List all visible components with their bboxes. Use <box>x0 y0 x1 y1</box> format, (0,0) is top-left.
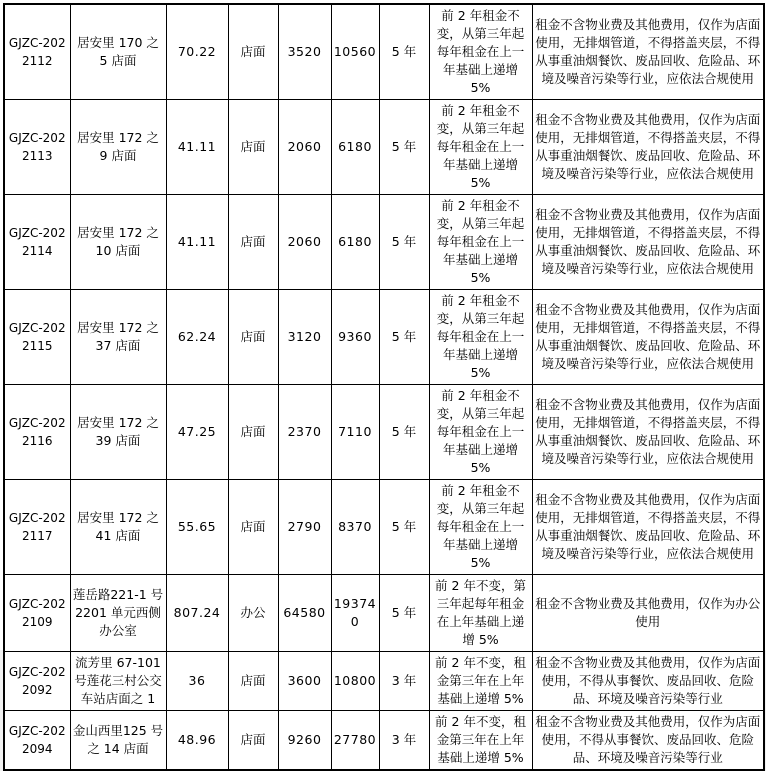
cell-area: 48.96 <box>166 711 228 771</box>
cell-usage-type: 店面 <box>228 290 278 385</box>
cell-monthly-rent: 2060 <box>278 195 331 290</box>
cell-quarterly-rent: 10560 <box>331 4 379 100</box>
cell-quarterly-rent: 6180 <box>331 100 379 195</box>
cell-usage-restrictions: 租金不含物业费及其他费用，仅作为办公使用 <box>532 575 764 652</box>
cell-rent-adjustment: 前 2 年租金不变，从第三年起每年租金在上一年基础上递增 5% <box>429 195 532 290</box>
cell-area: 41.11 <box>166 195 228 290</box>
table-row <box>4 711 764 771</box>
table-row <box>4 652 764 711</box>
cell-usage-type: 店面 <box>228 480 278 575</box>
notice-id-line1: GJZC-202 <box>8 131 66 145</box>
notice-id-line2: 2117 <box>21 529 53 543</box>
cell-area: 807.24 <box>166 575 228 652</box>
cell-quarterly-rent: 27780 <box>331 711 379 771</box>
cell-monthly-rent: 2370 <box>278 385 331 480</box>
cell-property-name: 居安里 172 之 41 店面 <box>70 480 166 575</box>
notice-id-line1: GJZC-202 <box>8 321 66 335</box>
cell-notice-id <box>4 652 70 711</box>
table-row <box>4 100 764 195</box>
cell-notice-id <box>4 4 70 100</box>
cell-monthly-rent: 3600 <box>278 652 331 711</box>
table-row <box>4 480 764 575</box>
cell-notice-id <box>4 385 70 480</box>
cell-usage-type: 店面 <box>228 385 278 480</box>
cell-property-name: 居安里 172 之 39 店面 <box>70 385 166 480</box>
cell-quarterly-rent: 8370 <box>331 480 379 575</box>
notice-id-line2: 2112 <box>21 54 53 68</box>
cell-quarterly-rent: 193740 <box>331 575 379 652</box>
cell-lease-term: 5 年 <box>379 385 429 480</box>
cell-lease-term: 3 年 <box>379 652 429 711</box>
notice-id-line2: 2092 <box>21 683 53 697</box>
cell-lease-term: 5 年 <box>379 290 429 385</box>
cell-notice-id <box>4 575 70 652</box>
cell-monthly-rent: 64580 <box>278 575 331 652</box>
notice-id-line2: 2114 <box>21 244 53 258</box>
cell-area: 55.65 <box>166 480 228 575</box>
cell-notice-id <box>4 100 70 195</box>
cell-monthly-rent: 2790 <box>278 480 331 575</box>
table-row <box>4 4 764 100</box>
cell-lease-term: 5 年 <box>379 480 429 575</box>
cell-usage-type: 店面 <box>228 195 278 290</box>
cell-area: 36 <box>166 652 228 711</box>
cell-monthly-rent: 3120 <box>278 290 331 385</box>
notice-id-line2: 2113 <box>21 149 53 163</box>
cell-usage-type: 店面 <box>228 4 278 100</box>
cell-property-name: 居安里 172 之 10 店面 <box>70 195 166 290</box>
notice-id-line1: GJZC-202 <box>8 511 66 525</box>
cell-usage-type: 店面 <box>228 711 278 771</box>
cell-notice-id <box>4 195 70 290</box>
notice-id-line2: 2109 <box>21 615 53 629</box>
cell-area: 41.11 <box>166 100 228 195</box>
cell-quarterly-rent: 6180 <box>331 195 379 290</box>
cell-usage-restrictions: 租金不含物业费及其他费用，仅作为店面使用，无排烟管道，不得搭盖夹层，不得从事重油烟餐饮、废品回收、危险品、环境及噪音污染等行业，应依法合规使用 <box>532 385 764 480</box>
cell-area: 70.22 <box>166 4 228 100</box>
cell-lease-term: 5 年 <box>379 195 429 290</box>
rental-listings-table <box>3 3 765 771</box>
cell-monthly-rent: 2060 <box>278 100 331 195</box>
cell-area: 47.25 <box>166 385 228 480</box>
cell-rent-adjustment: 前 2 年租金不变，从第三年起每年租金在上一年基础上递增 5% <box>429 290 532 385</box>
notice-id-line1: GJZC-202 <box>8 597 66 611</box>
cell-area: 62.24 <box>166 290 228 385</box>
notice-id-line1: GJZC-202 <box>8 36 66 50</box>
cell-notice-id <box>4 290 70 385</box>
cell-quarterly-rent: 9360 <box>331 290 379 385</box>
cell-monthly-rent: 3520 <box>278 4 331 100</box>
cell-notice-id <box>4 480 70 575</box>
notice-id-line1: GJZC-202 <box>8 724 66 738</box>
cell-property-name: 莲岳路221-1 号 2201 单元西侧 办公室 <box>70 575 166 652</box>
cell-rent-adjustment: 前 2 年不变，租金第三年在上年基础上递增 5% <box>429 652 532 711</box>
notice-id-line2: 2116 <box>21 434 53 448</box>
cell-rent-adjustment: 前 2 年不变，租金第三年在上年基础上递增 5% <box>429 711 532 771</box>
cell-usage-restrictions: 租金不含物业费及其他费用，仅作为店面使用，无排烟管道，不得搭盖夹层，不得从事重油烟餐饮、废品回收、危险品、环境及噪音污染等行业，应依法合规使用 <box>532 480 764 575</box>
cell-rent-adjustment: 前 2 年租金不变，从第三年起每年租金在上一年基础上递增 5% <box>429 480 532 575</box>
cell-quarterly-rent: 7110 <box>331 385 379 480</box>
cell-usage-restrictions: 租金不含物业费及其他费用，仅作为店面使用，不得从事餐饮、废品回收、危险品、环境及噪音污染等行业 <box>532 652 764 711</box>
cell-rent-adjustment: 前 2 年租金不变，从第三年起每年租金在上一年基础上递增 5% <box>429 100 532 195</box>
cell-property-name: 流芳里 67-101 号莲花三村公交车站店面之 1 <box>70 652 166 711</box>
cell-lease-term: 5 年 <box>379 4 429 100</box>
cell-usage-type: 店面 <box>228 100 278 195</box>
cell-rent-adjustment: 前 2 年不变，第三年起每年租金在上年基础上递增 5% <box>429 575 532 652</box>
notice-id-line2: 2094 <box>21 742 53 756</box>
cell-monthly-rent: 9260 <box>278 711 331 771</box>
cell-usage-restrictions: 租金不含物业费及其他费用，仅作为店面使用，无排烟管道，不得搭盖夹层，不得从事重油烟餐饮、废品回收、危险品、环境及噪音污染等行业，应依法合规使用 <box>532 4 764 100</box>
cell-usage-restrictions: 租金不含物业费及其他费用，仅作为店面使用，无排烟管道，不得搭盖夹层，不得从事重油烟餐饮、废品回收、危险品、环境及噪音污染等行业，应依法合规使用 <box>532 195 764 290</box>
notice-id-line1: GJZC-202 <box>8 665 66 679</box>
notice-id-line2: 2115 <box>21 339 53 353</box>
table-row <box>4 195 764 290</box>
table-row <box>4 575 764 652</box>
cell-lease-term: 5 年 <box>379 575 429 652</box>
cell-lease-term: 5 年 <box>379 100 429 195</box>
cell-rent-adjustment: 前 2 年租金不变，从第三年起每年租金在上一年基础上递增 5% <box>429 385 532 480</box>
cell-usage-type: 店面 <box>228 652 278 711</box>
cell-property-name: 居安里 172 之 37 店面 <box>70 290 166 385</box>
cell-usage-restrictions: 租金不含物业费及其他费用，仅作为店面使用，无排烟管道，不得搭盖夹层，不得从事重油烟餐饮、废品回收、危险品、环境及噪音污染等行业，应依法合规使用 <box>532 290 764 385</box>
cell-usage-restrictions: 租金不含物业费及其他费用，仅作为店面使用，不得从事餐饮、废品回收、危险品、环境及噪音污染等行业 <box>532 711 764 771</box>
cell-usage-type: 办公 <box>228 575 278 652</box>
table-row <box>4 290 764 385</box>
cell-quarterly-rent: 10800 <box>331 652 379 711</box>
notice-id-line1: GJZC-202 <box>8 416 66 430</box>
cell-lease-term: 3 年 <box>379 711 429 771</box>
cell-rent-adjustment: 前 2 年租金不变，从第三年起每年租金在上一年基础上递增 5% <box>429 4 532 100</box>
cell-usage-restrictions: 租金不含物业费及其他费用，仅作为店面使用，无排烟管道，不得搭盖夹层，不得从事重油烟餐饮、废品回收、危险品、环境及噪音污染等行业，应依法合规使用 <box>532 100 764 195</box>
table-row <box>4 385 764 480</box>
table-body <box>4 4 764 770</box>
notice-id-line1: GJZC-202 <box>8 226 66 240</box>
cell-property-name: 居安里 172 之 9 店面 <box>70 100 166 195</box>
cell-property-name: 金山西里125 号之 14 店面 <box>70 711 166 771</box>
cell-notice-id <box>4 711 70 771</box>
cell-property-name: 居安里 170 之 5 店面 <box>70 4 166 100</box>
